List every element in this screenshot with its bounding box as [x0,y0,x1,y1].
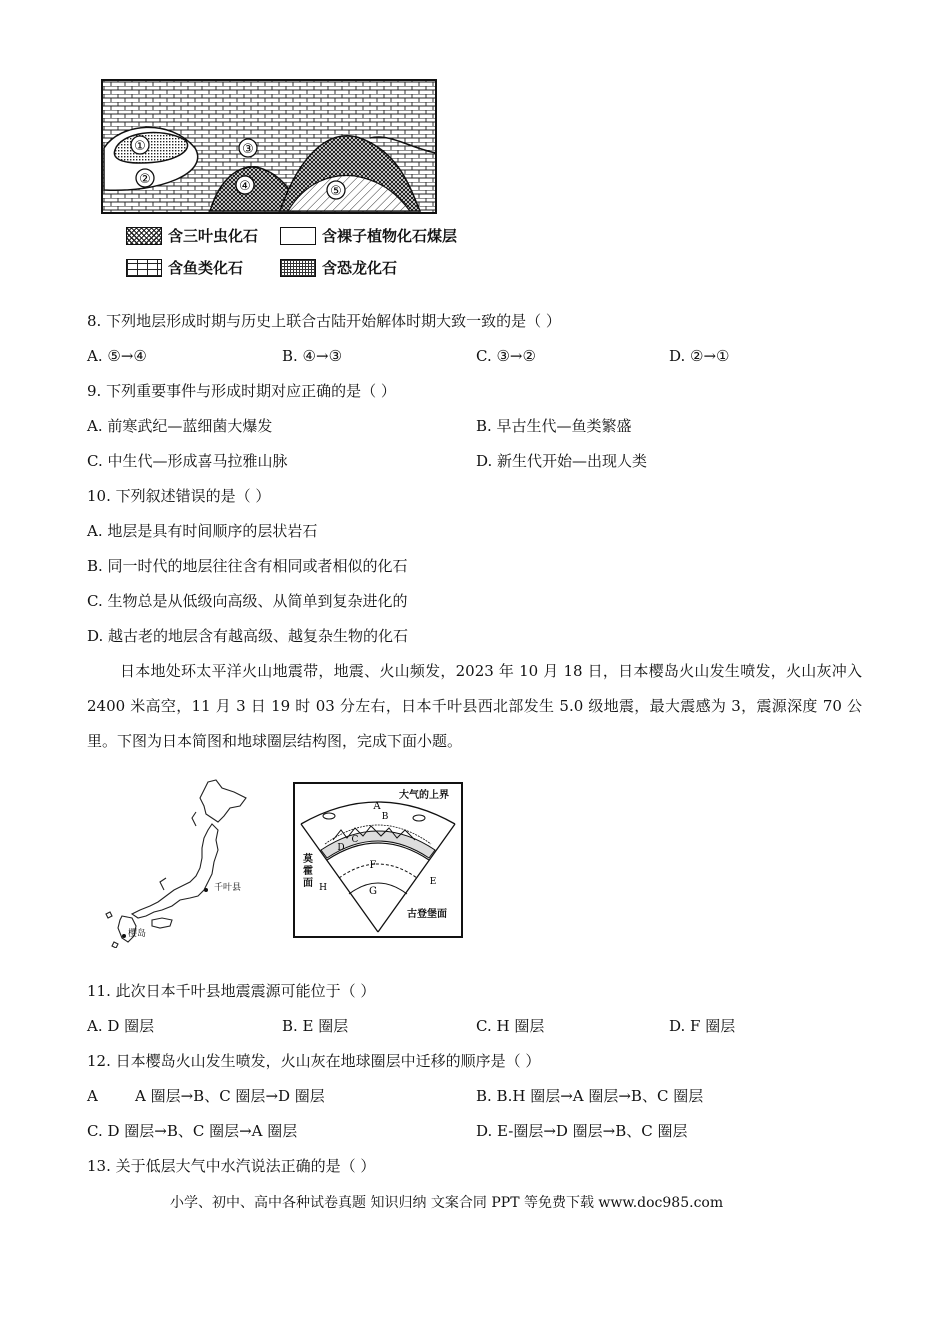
q8-stem: 8. 下列地层形成时期与历史上联合古陆开始解体时期大致一致的是（ ） [87,312,561,330]
layer-label-g: G [369,886,377,897]
q9-option-a[interactable]: A. 前寒武纪—蓝细菌大爆发 [87,417,273,435]
gymnosperm-pattern-icon [280,227,316,245]
fish-pattern-icon [126,259,162,277]
japan-outline [100,778,260,948]
moho-label-char-1: 莫 [303,854,313,865]
layer-label-f: F [369,860,377,871]
legend-dinosaur [280,257,397,278]
q13-stem: 13. 关于低层大气中水汽说法正确的是（ ） [87,1157,376,1175]
q10-option-d[interactable]: D. 越古老的地层含有越高级、越复杂生物的化石 [87,627,409,645]
q8-option-d[interactable]: D. ②→① [669,347,730,365]
moho-label-char-2: 霍 [303,866,313,877]
strata-label-2: ② [139,172,151,187]
strata-label-5: ⑤ [330,184,342,199]
dinosaur-pattern-icon [280,259,316,277]
q9-option-c[interactable]: C. 中生代—形成喜马拉雅山脉 [87,452,288,470]
legend-gymnosperm-label: 含裸子植物化石煤层 [322,227,458,245]
japan-map [100,778,260,948]
legend-fish-label: 含鱼类化石 [168,259,244,277]
q11-option-b[interactable]: B. E 圈层 [282,1017,349,1035]
q9-option-d[interactable]: D. 新生代开始—出现人类 [476,452,648,470]
q12-option-d[interactable]: D. E-圈层→D 圈层→B、C 圈层 [476,1122,688,1140]
page-footer: 小学、初中、高中各种试卷真题 知识归纳 文案合同 PPT 等免费下载 www.doc985.com [170,1195,724,1211]
atmosphere-top-label: 大气的上界 [399,790,449,801]
q10-option-a[interactable]: A. 地层是具有时间顺序的层状岩石 [87,522,318,540]
strata-cross-section [100,78,440,216]
q12-stem: 12. 日本樱岛火山发生喷发，火山灰在地球圈层中迁移的顺序是（ ） [87,1052,541,1070]
q8-option-a[interactable]: A. ⑤→④ [87,347,147,365]
q9-option-b[interactable]: B. 早古生代—鱼类繁盛 [476,417,632,435]
legend-fish [126,257,243,278]
strata-label-3: ③ [242,142,254,157]
strata-label-1: ① [134,139,146,154]
map-label-sakurajima: 樱岛 [128,929,147,939]
q8-option-b[interactable]: B. ④→③ [282,347,343,365]
layer-label-b: B [381,812,389,822]
q11-option-a[interactable]: A. D 圈层 [87,1017,155,1035]
q11-option-c[interactable]: C. H 圈层 [476,1017,545,1035]
moho-label [303,854,313,890]
legend-dinosaur-label: 含恐龙化石 [322,259,398,277]
legend-gymnosperm [280,225,457,246]
moho-label-char-3: 面 [303,878,313,889]
legend-trilobite [126,225,258,246]
map-label-chiba: 千叶县 [214,883,242,893]
strata-label-4: ④ [239,179,251,194]
q12-option-b[interactable]: B. B.H 圈层→A 圈层→B、C 圈层 [476,1087,704,1105]
q11-stem: 11. 此次日本千叶县地震震源可能位于（ ） [87,982,376,1000]
layer-label-e: E [429,877,437,887]
legend-trilobite-label: 含三叶虫化石 [168,227,259,245]
earth-sphere-figure [293,782,463,938]
q12-option-a-letter[interactable]: A [87,1087,98,1105]
q10-stem: 10. 下列叙述错误的是（ ） [87,487,271,505]
q9-stem: 9. 下列重要事件与形成时期对应正确的是（ ） [87,382,396,400]
strata-figure [100,78,440,216]
layer-label-h: H [319,883,327,893]
trilobite-pattern-icon [126,227,162,245]
layer-label-c: C [351,835,359,845]
q12-option-c[interactable]: C. D 圈层→B、C 圈层→A 圈层 [87,1122,298,1140]
q11-option-d[interactable]: D. F 圈层 [669,1017,736,1035]
q8-option-c[interactable]: C. ③→② [476,347,536,365]
gutenberg-label: 古登堡面 [407,909,447,920]
reading-passage: 日本地处环太平洋火山地震带，地震、火山频发，2023 年 10 月 18 日，日本樱岛火山发生喷发，火山灰冲入 2400 米高空，11 月 3 日 19 时 03 分左右，日本千叶县西北部发生 5.0 级地震，最大震感为 3，震源深度 70 公里。下图为日本简图和地球圈层结构图，完成下面小题。 [87,662,862,750]
q10-option-b[interactable]: B. 同一时代的地层往往含有相同或者相似的化石 [87,557,408,575]
q10-option-c[interactable]: C. 生物总是从低级向高级、从简单到复杂进化的 [87,592,408,610]
layer-label-d: D [337,843,345,853]
q12-option-a[interactable]: A 圈层→B、C 圈层→D 圈层 [135,1087,325,1105]
layer-label-a: A [373,801,381,812]
